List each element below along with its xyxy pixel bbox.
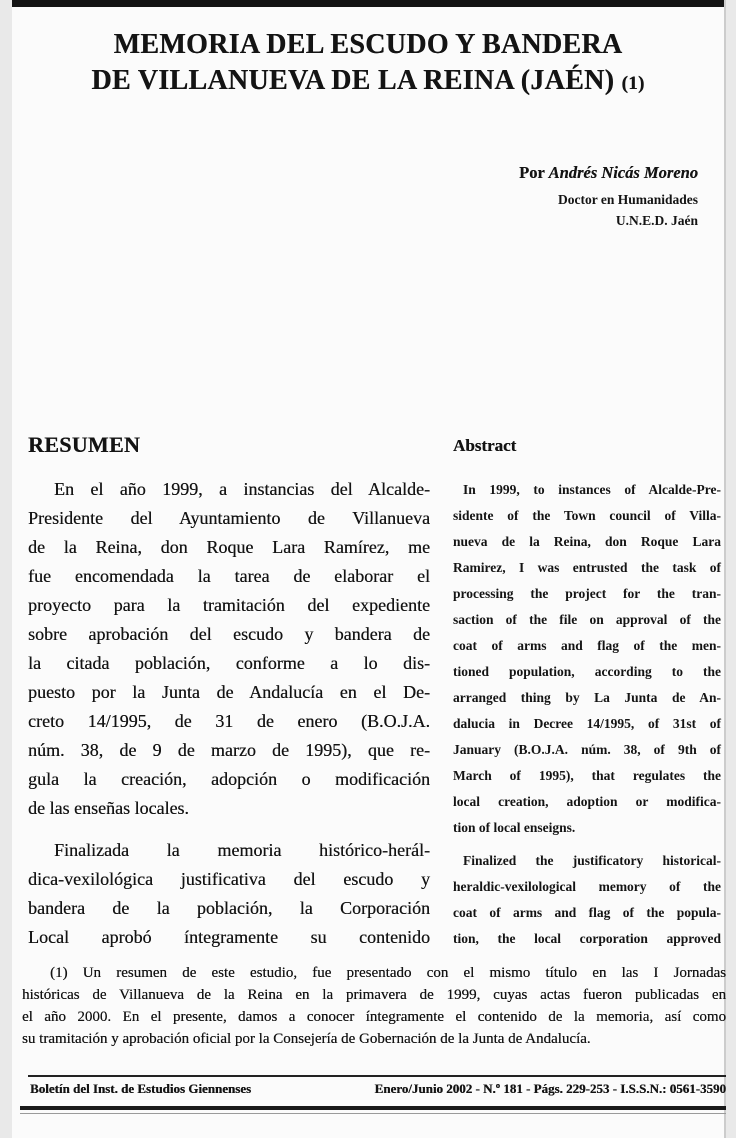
text-line: núm. 38, de 9 de marzo de 1995), que re-	[28, 740, 430, 760]
text-line: coat of arms and flag of the men-	[453, 638, 721, 653]
resumen-heading: RESUMEN	[28, 432, 141, 457]
text-line: su tramitación y aprobación oficial por la Consejería de Gobernación de la Junta de Andalucía.	[22, 1031, 591, 1047]
byline-block	[519, 163, 698, 229]
text-line: creto 14/1995, de 31 de enero (B.O.J.A.	[28, 711, 430, 731]
resumen-column	[28, 432, 430, 952]
abstract-paragraph-1	[453, 477, 721, 841]
text-line: de la Reina, don Roque Lara Ramírez, me	[28, 537, 430, 557]
footer-rule-shadow	[20, 1113, 726, 1114]
scan-top-edge-artifact	[12, 0, 724, 7]
text-line: processing the project for the tran-	[453, 586, 721, 601]
abstract-column	[453, 436, 721, 952]
byline-prefix: Por	[519, 163, 545, 182]
text-line: (1) Un resumen de este estudio, fue presentado con el mismo título en las I Jornadas	[50, 965, 726, 981]
author-affiliation: U.N.E.D. Jaén	[615, 213, 698, 228]
text-line: arranged thing by La Junta de An-	[453, 690, 721, 705]
journal-name: Boletín del Inst. de Estudios Giennenses	[30, 1081, 252, 1096]
text-line: March of 1995), that regulates the	[453, 768, 721, 783]
author-name: Andrés Nicás Moreno	[548, 163, 698, 182]
article-title-line-1: MEMORIA DEL ESCUDO Y BANDERA	[113, 29, 623, 60]
text-line: January (B.O.J.A. núm. 38, of 9th of	[453, 742, 721, 757]
text-line: proyecto para la tramitación del expediente	[28, 595, 430, 615]
text-line: Presidente del Ayuntamiento de Villanueva	[28, 508, 430, 528]
text-line: dica-vexilológica justificativa del escudo y	[28, 869, 430, 889]
author-role: Doctor en Humanidades	[557, 192, 698, 207]
text-line: Ramirez, I was entrusted the task of	[453, 560, 721, 575]
text-line: históricas de Villanueva de la Reina en la primavera de 1999, cuyas actas fueron publicadas en	[22, 987, 726, 1003]
text-line: heraldic-vexilological memory of the	[453, 879, 721, 894]
text-line: local creation, adoption or modifica-	[453, 794, 721, 809]
text-line: sidente of the Town council of Villa-	[453, 508, 721, 523]
text-line: tion, the local corporation approved	[453, 931, 721, 946]
text-line: Finalizada la memoria histórico-herál-	[54, 840, 430, 860]
text-line: fue encomendada la tarea de elaborar el	[28, 566, 430, 586]
text-line: En el año 1999, a instancias del Alcalde-	[54, 479, 430, 499]
text-line: la citada población, conforme a lo dis-	[28, 653, 430, 673]
footer-rule-bottom	[20, 1106, 726, 1110]
article-title-line-2: DE VILLANUEVA DE LA REINA (JAÉN) (1)	[91, 65, 645, 96]
resumen-paragraph-1	[28, 475, 430, 823]
journal-footer	[30, 1081, 726, 1097]
text-line: de las enseñas locales.	[28, 798, 189, 818]
text-line: el año 2000. En el presente, damos a conocer íntegramente el contenido de la memoria, así como	[22, 1009, 726, 1025]
text-line: Local aprobó íntegramente su contenido	[28, 927, 430, 947]
abstract-paragraph-2	[453, 848, 721, 952]
text-line: coat of arms and flag of the popula-	[453, 905, 721, 920]
footnote-marker: (1)	[621, 73, 645, 94]
text-line: saction of the file on approval of the	[453, 612, 721, 627]
resumen-paragraph-2	[28, 836, 430, 952]
text-line: Finalized the justificatory historical-	[463, 853, 721, 868]
text-line: dalucia in Decree 14/1995, of 31st of	[453, 716, 721, 731]
text-line: tioned population, according to the	[453, 664, 721, 679]
text-line: nueva de la Reina, don Roque Lara	[453, 534, 721, 549]
issue-info: Enero/Junio 2002 - N.º 181 - Págs. 229-253 - I.S.S.N.: 0561-3590	[374, 1081, 726, 1096]
footnote	[22, 962, 726, 1050]
text-line: In 1999, to instances of Alcalde-Pre-	[463, 482, 721, 497]
text-line: bandera de la población, la Corporación	[28, 898, 430, 918]
byline-author-line	[519, 163, 698, 183]
paper-page	[12, 0, 726, 1138]
article-title	[12, 27, 724, 102]
text-line: sobre aprobación del escudo y bandera de	[28, 624, 430, 644]
text-line: tion of local enseigns.	[453, 820, 576, 835]
text-line: gula la creación, adopción o modificación	[28, 769, 430, 789]
text-line: puesto por la Junta de Andalucía en el De-	[28, 682, 430, 702]
footer-rule-top	[28, 1075, 726, 1077]
abstract-heading: Abstract	[453, 436, 517, 455]
